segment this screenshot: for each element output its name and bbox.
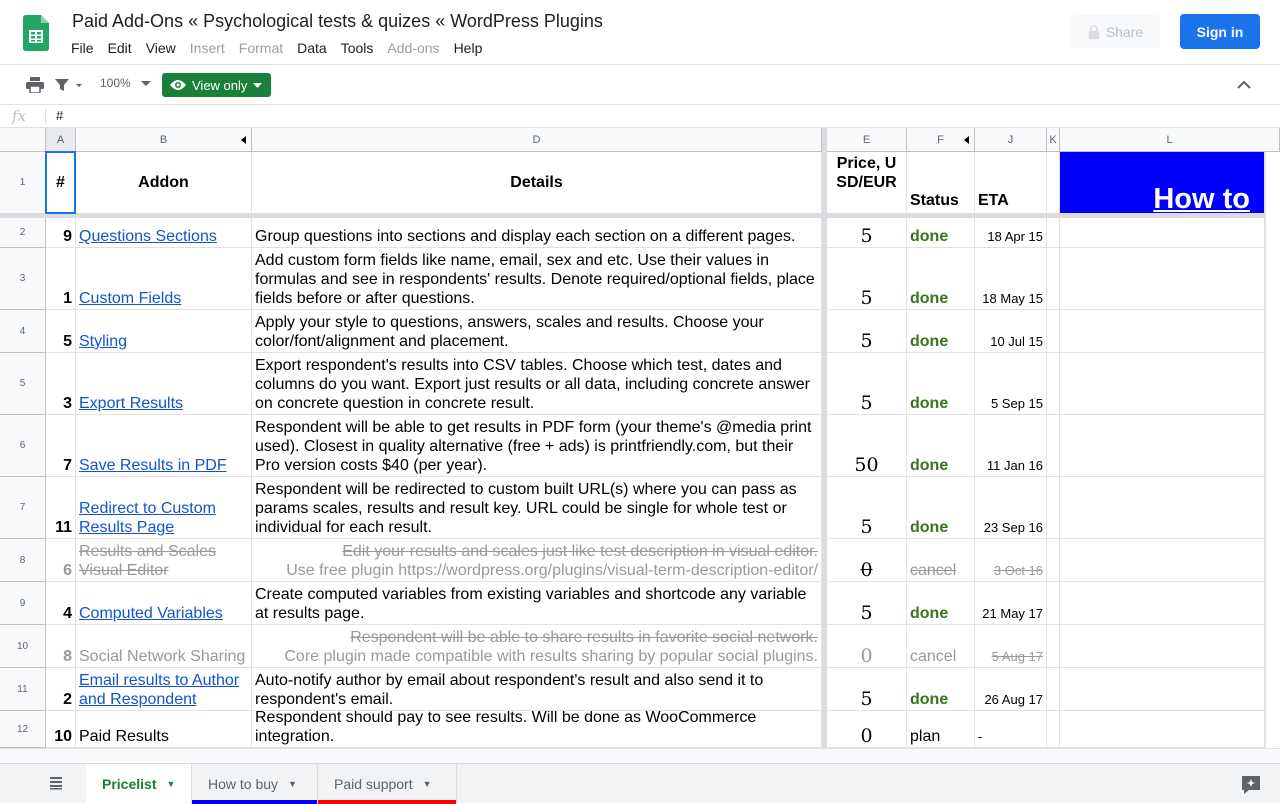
empty-cell[interactable] xyxy=(1047,625,1060,668)
row-header[interactable]: 6 xyxy=(0,415,46,477)
empty-cell[interactable] xyxy=(1047,711,1060,748)
cell-eta[interactable]: 23 Sep 16 xyxy=(975,477,1047,539)
cell-status[interactable]: cancel xyxy=(907,625,975,668)
empty-cell[interactable] xyxy=(1047,477,1060,539)
sign-in-button[interactable]: Sign in xyxy=(1180,14,1260,49)
menu-addons[interactable]: Add-ons xyxy=(387,40,440,56)
empty-cell[interactable] xyxy=(1060,477,1265,539)
empty-cell[interactable] xyxy=(1060,310,1265,353)
share-button[interactable] xyxy=(1071,15,1160,48)
menu-insert[interactable]: Insert xyxy=(189,40,225,56)
cell-price[interactable]: 5 xyxy=(827,248,907,310)
column-header-d[interactable]: D xyxy=(252,128,822,152)
spreadsheet-grid xyxy=(0,128,1280,763)
cell-details[interactable]: Export respondent's results into CSV tables. Choose which test, dates and columns do you want. Export just results or all data, including concrete answer on concrete question in concrete result. xyxy=(252,353,822,415)
cell-addon[interactable]: Social Network Sharing xyxy=(76,625,252,668)
sheet-tab-how-to-buy[interactable] xyxy=(192,764,318,804)
eye-icon xyxy=(170,79,186,91)
cell-eta[interactable]: - xyxy=(975,711,1047,748)
horizontal-scrollbar[interactable] xyxy=(0,748,1280,763)
empty-cell[interactable] xyxy=(1060,539,1265,582)
empty-cell[interactable] xyxy=(1047,152,1060,214)
cell-details[interactable] xyxy=(252,625,822,668)
header-status[interactable]: Status xyxy=(907,152,975,214)
cell-status[interactable]: done xyxy=(907,218,975,248)
header-eta[interactable]: ETA xyxy=(975,152,1047,214)
cell-addon[interactable]: Paid Results xyxy=(76,711,252,748)
cell-status[interactable]: done xyxy=(907,582,975,625)
cell-addon[interactable]: Results and Scales Visual Editor xyxy=(76,539,252,582)
chevron-down-icon xyxy=(253,83,262,88)
cell-status[interactable]: done xyxy=(907,310,975,353)
cell-addon[interactable]: Redirect to Custom Results Page xyxy=(76,477,252,539)
cell-addon[interactable]: Computed Variables xyxy=(76,582,252,625)
cell-num[interactable]: 8 xyxy=(46,625,76,668)
cell-eta[interactable]: 18 May 15 xyxy=(975,248,1047,310)
empty-cell[interactable] xyxy=(1047,218,1060,248)
cell-details[interactable]: Create computed variables from existing variables and shortcode any variable at results page. xyxy=(252,582,822,625)
details-note-text: Core plugin made compatible with results sharing by popular social plugins. xyxy=(284,648,818,665)
cell-status[interactable]: cancel xyxy=(907,539,975,582)
empty-cell[interactable] xyxy=(1060,218,1265,248)
menu-help[interactable]: Help xyxy=(453,40,483,56)
column-header-b[interactable]: B xyxy=(76,128,252,152)
header-addon[interactable]: Addon xyxy=(76,152,252,214)
document-title: Paid Add-Ons « Psychological tests & quizes « WordPress Plugins xyxy=(72,11,603,31)
cell-price[interactable]: 50 xyxy=(827,415,907,477)
empty-cell[interactable] xyxy=(1047,353,1060,415)
empty-cell[interactable] xyxy=(1060,415,1265,477)
menu-bar xyxy=(64,38,489,58)
menu-edit[interactable]: Edit xyxy=(107,40,132,56)
cell-price[interactable]: 5 xyxy=(827,668,907,711)
filter-icon[interactable] xyxy=(55,73,83,97)
cell-price[interactable]: 5 xyxy=(827,477,907,539)
cell-num[interactable]: 9 xyxy=(46,218,76,248)
formula-divider xyxy=(45,108,46,125)
cell-addon[interactable]: Export Results xyxy=(76,353,252,415)
empty-cell[interactable] xyxy=(1060,711,1265,748)
cell-eta[interactable]: 21 May 17 xyxy=(975,582,1047,625)
empty-cell[interactable] xyxy=(1060,353,1265,415)
how-to-link[interactable]: How to xyxy=(1060,152,1265,214)
empty-cell[interactable] xyxy=(1047,415,1060,477)
cell-price[interactable]: 5 xyxy=(827,582,907,625)
row-header[interactable]: 11 xyxy=(0,668,46,711)
row-header[interactable]: 12 xyxy=(0,711,46,748)
cell-addon[interactable]: Custom Fields xyxy=(76,248,252,310)
row-header[interactable]: 7 xyxy=(0,477,46,539)
menu-tools[interactable]: Tools xyxy=(340,40,374,56)
empty-cell[interactable] xyxy=(1060,668,1265,711)
sheets-logo-icon[interactable] xyxy=(23,15,49,51)
sheet-tab-label: Pricelist xyxy=(102,776,157,792)
menu-view[interactable]: View xyxy=(145,40,176,56)
cell-num[interactable]: 6 xyxy=(46,539,76,582)
row-header[interactable]: 8 xyxy=(0,539,46,582)
header-price[interactable] xyxy=(827,152,907,214)
sheet-tab-bar xyxy=(0,763,1280,803)
cell-status[interactable]: done xyxy=(907,477,975,539)
zoom-select[interactable]: 100% xyxy=(100,76,131,90)
formula-input[interactable]: # xyxy=(56,108,64,123)
chevron-down-icon: ▼ xyxy=(166,779,176,789)
app-header xyxy=(0,0,1280,64)
cell-num[interactable]: 11 xyxy=(46,477,76,539)
sheet-tab-pricelist[interactable] xyxy=(86,764,192,804)
cell-details[interactable]: Add custom form fields like name, email, sex and etc. Use their values in formulas and see in respondents' results. Denote required/optional fields, place fields before or after questions. xyxy=(252,248,822,310)
cell-status[interactable]: done xyxy=(907,353,975,415)
print-icon[interactable] xyxy=(26,73,44,97)
cell-num[interactable]: 2 xyxy=(46,668,76,711)
cell-price[interactable]: 5 xyxy=(827,310,907,353)
chevron-down-icon: ▼ xyxy=(288,779,297,789)
hidden-columns-left-arrow-icon[interactable] xyxy=(964,136,969,144)
sheet-tab-label: How to buy xyxy=(208,776,279,792)
share-label: Share xyxy=(1105,23,1144,40)
select-all-corner[interactable] xyxy=(0,128,46,152)
header-details[interactable]: Details xyxy=(252,152,822,214)
cell-details[interactable]: Apply your style to questions, answers, scales and results. Choose your color/font/alignment and placement. xyxy=(252,310,822,353)
cell-status[interactable]: done xyxy=(907,248,975,310)
empty-cell[interactable] xyxy=(1047,310,1060,353)
cell-price[interactable]: 0 xyxy=(827,539,907,582)
cell-eta[interactable]: 3 Oct 16 xyxy=(975,539,1047,582)
formula-bar xyxy=(0,104,1280,128)
cell-eta[interactable]: 11 Jan 16 xyxy=(975,415,1047,477)
chevron-down-icon[interactable] xyxy=(141,81,151,87)
cell-details[interactable] xyxy=(252,539,822,582)
menu-file[interactable]: File xyxy=(71,40,94,56)
menu-data[interactable]: Data xyxy=(297,40,327,56)
tab-color-indicator xyxy=(318,800,456,804)
cell-details[interactable]: Auto-notify author by email about respondent's result and also send it to respondent's email. xyxy=(252,668,822,711)
row-header[interactable]: 1 xyxy=(0,152,46,214)
tab-color-indicator xyxy=(192,800,317,804)
empty-cell[interactable] xyxy=(1047,668,1060,711)
column-header-j[interactable]: J xyxy=(975,128,1047,152)
cell-status[interactable]: done xyxy=(907,415,975,477)
cell-details[interactable]: Respondent will be redirected to custom built URL(s) where you can pass as params scales, results and result key. URL could be single for whole test or individual for each result. xyxy=(252,477,822,539)
cell-addon[interactable]: Styling xyxy=(76,310,252,353)
cell-addon[interactable]: Save Results in PDF xyxy=(76,415,252,477)
cell-eta[interactable]: 10 Jul 15 xyxy=(975,310,1047,353)
details-original-text: Respondent will be able to share results in favorite social network. xyxy=(350,629,818,646)
view-only-button[interactable] xyxy=(162,73,271,97)
chevron-down-icon: ▼ xyxy=(422,779,432,789)
row-header[interactable]: 4 xyxy=(0,310,46,353)
cell-details[interactable]: Group questions into sections and display each section on a different pages. xyxy=(252,218,822,248)
empty-cell[interactable] xyxy=(1047,539,1060,582)
explore-icon[interactable] xyxy=(1241,775,1261,795)
column-header-e[interactable]: E xyxy=(827,128,907,152)
header-num[interactable]: # xyxy=(46,152,76,214)
cell-num[interactable]: 4 xyxy=(46,582,76,625)
row-header[interactable]: 2 xyxy=(0,218,46,248)
cell-eta[interactable]: 5 Aug 17 xyxy=(975,625,1047,668)
lock-icon xyxy=(1088,25,1100,39)
cell-eta[interactable]: 5 Sep 15 xyxy=(975,353,1047,415)
empty-cell[interactable] xyxy=(1060,625,1265,668)
collapse-up-icon[interactable] xyxy=(1236,75,1252,95)
cell-details[interactable]: Respondent will be able to get results in PDF form (your theme's @media print used). Closest in quality alternative (free + ads) is printfriendly.com, but their Pro version costs $40 (per year). xyxy=(252,415,822,477)
empty-cell[interactable] xyxy=(1047,248,1060,310)
row-header[interactable]: 3 xyxy=(0,248,46,310)
hidden-columns-left-arrow-icon[interactable] xyxy=(241,136,246,144)
cell-num[interactable]: 5 xyxy=(46,310,76,353)
empty-cell[interactable] xyxy=(1047,582,1060,625)
empty-cell[interactable] xyxy=(1060,248,1265,310)
right-gutter xyxy=(1265,152,1280,763)
empty-cell[interactable] xyxy=(1060,582,1265,625)
sheet-tab-paid-support[interactable] xyxy=(318,764,457,804)
cell-status[interactable]: done xyxy=(907,668,975,711)
cell-price[interactable]: 5 xyxy=(827,353,907,415)
details-note-text: Use free plugin https://wordpress.org/plugins/visual-term-description-editor/ xyxy=(286,562,818,579)
cell-eta[interactable]: 18 Apr 15 xyxy=(975,218,1047,248)
row-header[interactable]: 9 xyxy=(0,582,46,625)
sheet-tab-label: Paid support xyxy=(334,776,413,792)
cell-details[interactable]: Respondent should pay to see results. Will be done as WooCommerce integration. xyxy=(252,711,822,748)
cell-num[interactable]: 7 xyxy=(46,415,76,477)
row-header[interactable]: 10 xyxy=(0,625,46,668)
cell-price[interactable]: 5 xyxy=(827,218,907,248)
fx-icon: fx xyxy=(12,107,27,125)
cell-eta[interactable]: 26 Aug 17 xyxy=(975,668,1047,711)
cell-num[interactable]: 10 xyxy=(46,711,76,748)
cell-addon[interactable]: Questions Sections xyxy=(76,218,252,248)
cell-status[interactable]: plan xyxy=(907,711,975,748)
all-sheets-icon[interactable] xyxy=(48,776,64,790)
column-header-l[interactable]: L xyxy=(1060,128,1280,152)
view-only-label: View only xyxy=(192,77,248,93)
toolbar xyxy=(0,64,1280,104)
row-header[interactable]: 5 xyxy=(0,353,46,415)
menu-format[interactable]: Format xyxy=(238,40,284,56)
details-original-text: Edit your results and scales just like test description in visual editor. xyxy=(342,543,818,560)
cell-addon[interactable]: Email results to Author and Respondent xyxy=(76,668,252,711)
column-header-a[interactable]: A xyxy=(46,128,76,152)
cell-num[interactable]: 3 xyxy=(46,353,76,415)
header-price-label: Price, USD/EUR xyxy=(836,155,897,191)
cell-price[interactable]: 0 xyxy=(827,711,907,748)
column-header-k[interactable]: K xyxy=(1047,128,1060,152)
column-header-f[interactable]: F xyxy=(907,128,975,152)
cell-num[interactable]: 1 xyxy=(46,248,76,310)
cell-price[interactable]: 0 xyxy=(827,625,907,668)
